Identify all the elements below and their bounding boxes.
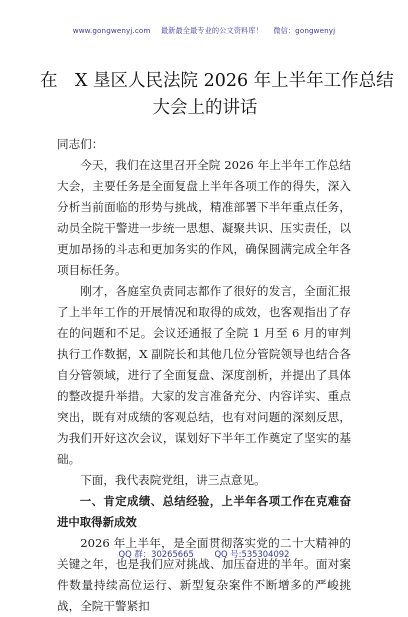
- wechat-id: 微信：gongwenyj: [273, 26, 336, 35]
- title-line-1: 在 X 垦区人民法院 2026 年上半年工作总结: [40, 71, 394, 91]
- site-slogan: 最新最全最专业的公文资料库！: [160, 26, 263, 35]
- footer-bar: [0, 548, 408, 560]
- site-link[interactable]: www.gongwenyj.com: [72, 26, 151, 35]
- salutation: 同志们：: [57, 137, 104, 151]
- qq-number: QQ 号:535304092: [214, 549, 290, 559]
- paragraph-1: 今天，我们在这里召开全院 2026 年上半年工作总结大会，主要任务是全面复盘上半年各项工作的得失，深入分析当前面临的形势与挑战，精准部署下半年重点任务，动员全院干警进一步统一思想、凝聚共识、压实责任，以更加昂扬的斗志和更加务实的作风，确保圆满完成全年各项目标任务。: [57, 158, 351, 277]
- paragraph-3: 下面，我代表院党组，讲三点意见。: [80, 473, 266, 487]
- title-line-2: 大会上的讲话: [152, 98, 258, 118]
- document-title: [40, 68, 394, 122]
- header-bar: [0, 26, 408, 36]
- section-paragraph-1: 2026 年上半年，是全面贯彻落实党的二十大精神的关键之年，也是我们应对挑战、加压奋进的半年。面对案件数量持续高位运行、新型复杂案件不断增多的严峻挑战，全院干警紧扣: [57, 536, 351, 613]
- paragraph-2: 刚才，各庭室负责同志都作了很好的发言，全面汇报了上半年工作的开展情况和取得的成效，也客观指出了存在的问题和不足。会议还通报了全院 1 月至 6 月的审判执行工作数据，X 副院长和其他几位分管院领导也结合各自分管领域，进行了全面复盘、深度剖析，并提出了具体的整改提升举措。大家的发言准备充分、内容详实、重点突出，既有对成绩的客观总结，也有对问题的深刻反思，为我们开好这次会议，谋划好下半年工作奠定了坚实的基础。: [57, 284, 351, 466]
- document-body: [57, 134, 351, 617]
- section-heading-1: 一、肯定成绩、总结经验，上半年各项工作在克难奋进中取得新成效: [57, 494, 351, 529]
- qq-group: QQ 群：30265665: [118, 549, 194, 559]
